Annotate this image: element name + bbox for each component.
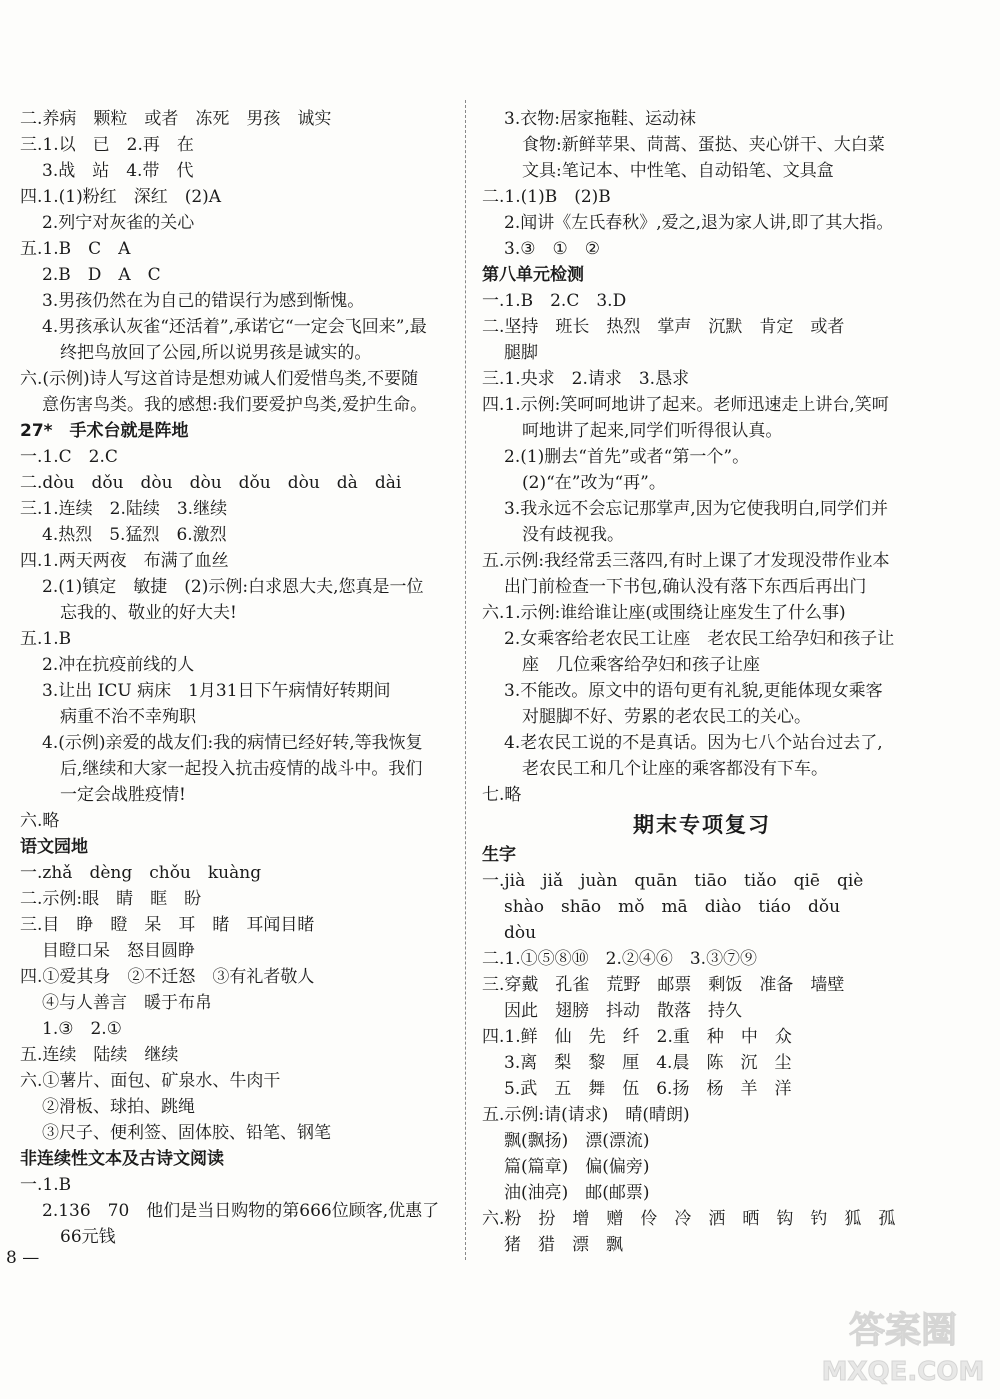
- answer-line: 六.1.示例:谁给谁让座(或围绕让座发生了什么事): [482, 603, 846, 623]
- answer-line: 二.示例:眼 睛 眶 盼: [20, 889, 202, 909]
- answer-line: 篇(篇章) 偏(偏旁): [504, 1157, 650, 1177]
- answer-line: 因此 翅膀 抖动 散落 持久: [504, 1001, 742, 1021]
- answer-line: 一.1.B 2.C 3.D: [482, 291, 627, 311]
- answer-line: 三.1.央求 2.请求 3.恳求: [482, 369, 690, 389]
- right-column: [482, 106, 922, 1258]
- answer-line: 一.1.C 2.C: [20, 447, 118, 467]
- answer-line: 五.连续 陆续 继续: [20, 1045, 179, 1065]
- answer-line: 3.男孩仍然在为自己的错误行为感到惭愧。: [42, 291, 365, 311]
- answer-line: 3.让出 ICU 病床 1月31日下午病情好转期间: [42, 681, 391, 701]
- answer-line: 六.略: [20, 811, 60, 831]
- answer-line: 五.1.B C A: [20, 239, 131, 259]
- answer-line: 3.我永远不会忘记那掌声,因为它使我明白,同学们并: [504, 499, 889, 519]
- answer-line: (2)“在”改为“再”。: [522, 473, 666, 493]
- answer-line: 呵地讲了起来,同学们听得很认真。: [522, 421, 783, 441]
- answer-line: 2.列宁对灰雀的关心: [42, 213, 195, 233]
- answer-line: 2.B D A C: [42, 265, 161, 285]
- answer-line: 对腿脚不好、劳累的老农民工的关心。: [522, 707, 811, 727]
- answer-line: 病重不治不幸殉职: [60, 707, 196, 727]
- answer-line: 飘(飘扬) 漂(漂流): [504, 1131, 650, 1151]
- answer-line: 1.③ 2.①: [42, 1019, 122, 1039]
- answer-line: 忘我的、敬业的好大夫!: [60, 603, 237, 623]
- answer-line: ③尺子、便利签、固体胶、铅笔、钢笔: [42, 1123, 331, 1143]
- answer-line: 文具:笔记本、中性笔、自动铅笔、文具盒: [522, 161, 834, 181]
- answer-line: 二.dòu dǒu dòu dòu dǒu dòu dà dài: [20, 473, 402, 493]
- answer-line: 2.136 70 他们是当日购物的第666位顾客,优惠了: [42, 1201, 440, 1221]
- answer-line: 六.①薯片、面包、矿泉水、牛肉干: [20, 1071, 281, 1091]
- answer-line: 食物:新鲜苹果、茼蒿、蛋挞、夹心饼干、大白菜: [522, 135, 885, 155]
- answer-line: 意伤害鸟类。我的感想:我们要爱护鸟类,爱护生命。: [42, 395, 428, 415]
- column-divider: [465, 100, 466, 1260]
- left-column: [20, 106, 452, 1250]
- section-heading: 第八单元检测: [482, 265, 584, 285]
- answer-line: ④与人善言 暖于布帛: [42, 993, 212, 1013]
- answer-line: 3.战 站 4.带 代: [42, 161, 194, 181]
- watermark-title: 答案圈: [848, 1310, 958, 1351]
- answer-line: 三.1.连续 2.陆续 3.继续: [20, 499, 228, 519]
- answer-line: 4.老农民工说的不是真话。因为七八个站台过去了,: [504, 733, 883, 753]
- answer-line: 三.1.以 已 2.再 在: [20, 135, 194, 155]
- answer-line: 4.男孩承认灰雀“还活着”,承诺它“一定会飞回来”,最: [42, 317, 427, 337]
- answer-line: 三.目 睁 瞪 呆 耳 睹 耳闻目睹: [20, 915, 315, 935]
- answer-line: 一.1.B: [20, 1175, 72, 1195]
- answer-line: 66元钱: [60, 1227, 116, 1247]
- answer-line: 老农民工和几个让座的乘客都没有下车。: [522, 759, 828, 779]
- answer-line: 二.1.(1)B (2)B: [482, 187, 611, 207]
- answer-line: 2.冲在抗疫前线的人: [42, 655, 195, 675]
- answer-line: 六.粉 扮 增 赠 伶 冷 洒 晒 钩 钓 狐 孤: [482, 1209, 896, 1229]
- answer-line: 4.热烈 5.猛烈 6.激烈: [42, 525, 227, 545]
- answer-line: 腿脚: [504, 343, 538, 363]
- answer-line: 五.示例:我经常丢三落四,有时上课了才发现没带作业本: [482, 551, 890, 571]
- answer-line: 4.(示例)亲爱的战友们:我的病情已经好转,等我恢复: [42, 733, 423, 753]
- answer-line: 3.衣物:居家拖鞋、运动袜: [504, 109, 696, 129]
- answer-line: 2.(1)镇定 敏捷 (2)示例:白求恩大夫,您真是一位: [42, 577, 424, 597]
- answer-line: 四.1.鲜 仙 先 纤 2.重 种 中 众: [482, 1027, 792, 1047]
- answer-line: 终把鸟放回了公园,所以说男孩是诚实的。: [60, 343, 372, 363]
- answer-line: 目瞪口呆 怒目圆睁: [42, 941, 195, 961]
- answer-line: 猪 猎 漂 飘: [504, 1235, 623, 1255]
- answer-line: 后,继续和大家一起投入抗击疫情的战斗中。我们: [60, 759, 423, 779]
- answer-line: 2.女乘客给老农民工让座 老农民工给孕妇和孩子让: [504, 629, 895, 649]
- answer-line: 六.(示例)诗人写这首诗是想劝诫人们爱惜鸟类,不要随: [20, 369, 419, 389]
- answer-line: 一.zhǎ dèng chǒu kuàng: [20, 863, 262, 883]
- answer-line: 四.①爱其身 ②不迁怒 ③有礼者敬人: [20, 967, 315, 987]
- page-number: 8 —: [6, 1248, 40, 1268]
- answer-line: 四.1.(1)粉红 深红 (2)A: [20, 187, 222, 207]
- answer-line: 四.1.两天两夜 布满了血丝: [20, 551, 229, 571]
- answer-line: 五.1.B: [20, 629, 72, 649]
- section-heading: 非连续性文本及古诗文阅读: [20, 1149, 224, 1169]
- answer-line: 2.(1)删去“首先”或者“第一个”。: [504, 447, 750, 467]
- answer-line: shào shāo mǒ mā diào tiáo dǒu: [504, 897, 841, 917]
- section-heading: 生字: [482, 845, 516, 865]
- answer-line: ②滑板、球拍、跳绳: [42, 1097, 195, 1117]
- answer-line: 五.示例:请(请求) 晴(晴朗): [482, 1105, 690, 1125]
- answer-line: 二.1.①⑤⑧⑩ 2.②④⑥ 3.③⑦⑨: [482, 949, 758, 969]
- answer-line: 没有歧视我。: [522, 525, 624, 545]
- answer-line: 3.③ ① ②: [504, 239, 600, 259]
- answer-line: 二.坚持 班长 热烈 掌声 沉默 肯定 或者: [482, 317, 845, 337]
- answer-line: 油(油亮) 邮(邮票): [504, 1183, 650, 1203]
- answer-line: 七.略: [482, 785, 522, 805]
- answer-line: dòu: [504, 923, 537, 943]
- answer-line: 一.jià jiǎ juàn quān tiāo tiǎo qiē qiè: [482, 871, 864, 891]
- answer-line: 一定会战胜疫情!: [60, 785, 186, 805]
- answer-line: 四.1.示例:笑呵呵地讲了起来。老师迅速走上讲台,笑呵: [482, 395, 889, 415]
- answer-line: 二.养病 颗粒 或者 冻死 男孩 诚实: [20, 109, 332, 129]
- section-heading: 27* 手术台就是阵地: [20, 421, 189, 441]
- answer-line: 2.闻讲《左氏春秋》,爱之,退为家人讲,即了其大指。: [504, 213, 894, 233]
- watermark-logo: [818, 1300, 988, 1390]
- watermark-url: MXQE.COM: [821, 1357, 985, 1387]
- answer-line: 座 几位乘客给孕妇和孩子让座: [522, 655, 760, 675]
- answer-line: 出门前检查一下书包,确认没有落下东西后再出门: [504, 577, 867, 597]
- answer-line: 三.穿戴 孔雀 荒野 邮票 剩饭 准备 墙壁: [482, 975, 845, 995]
- answer-line: 3.不能改。原文中的语句更有礼貌,更能体现女乘客: [504, 681, 883, 701]
- answer-line: 5.武 五 舞 伍 6.扬 杨 羊 洋: [504, 1079, 792, 1099]
- answer-line: 3.离 梨 黎 厘 4.晨 陈 沉 尘: [504, 1053, 792, 1073]
- section-heading: 语文园地: [20, 837, 88, 857]
- section-heading: 期末专项复习: [633, 813, 771, 837]
